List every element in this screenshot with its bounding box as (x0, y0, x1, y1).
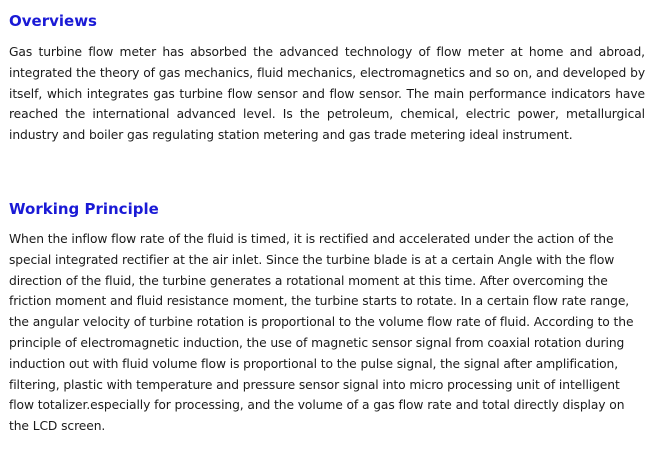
working-principle-paragraph: When the inflow flow rate of the fluid is timed, it is rectified and accelerated under the action of the special integrated rectifier at the air inlet. Since the turbine blade is at a certain Angle with the flow direction of the fluid, the turbine generates a rotational moment at this time. After overcoming the friction moment and fluid resistance moment, the turbine starts to rotate. In a certain flow rate range, the angular velocity of turbine rotation is proportional to the volume flow rate of fluid. According to the principle of electromagnetic induction, the use of magnetic sensor signal from coaxial rotation during induction out with fluid volume flow is proportional to the pulse signal, the signal after amplification, filtering, plastic with temperature and pressure sensor signal into micro processing unit of intelligent flow totalizer.especially for processing, and the volume of a gas flow rate and total directly display on the LCD screen. (9, 232, 634, 434)
overview-heading: Overviews (9, 12, 97, 30)
working-principle-heading: Working Principle (9, 200, 159, 218)
overview-section (9, 11, 645, 146)
overview-paragraph: Gas turbine flow meter has absorbed the advanced technology of flow meter at home and abroad, integrated the theory of gas mechanics, fluid mechanics, electromagnetics and so on, and developed by itself, which integrates gas turbine flow sensor and flow sensor. The main performance indicators have reached the international advanced level. Is the petroleum, chemical, electric power, metallurgical industry and boiler gas regulating station metering and gas trade metering ideal instrument. (9, 45, 645, 143)
working-principle-section (9, 199, 645, 437)
